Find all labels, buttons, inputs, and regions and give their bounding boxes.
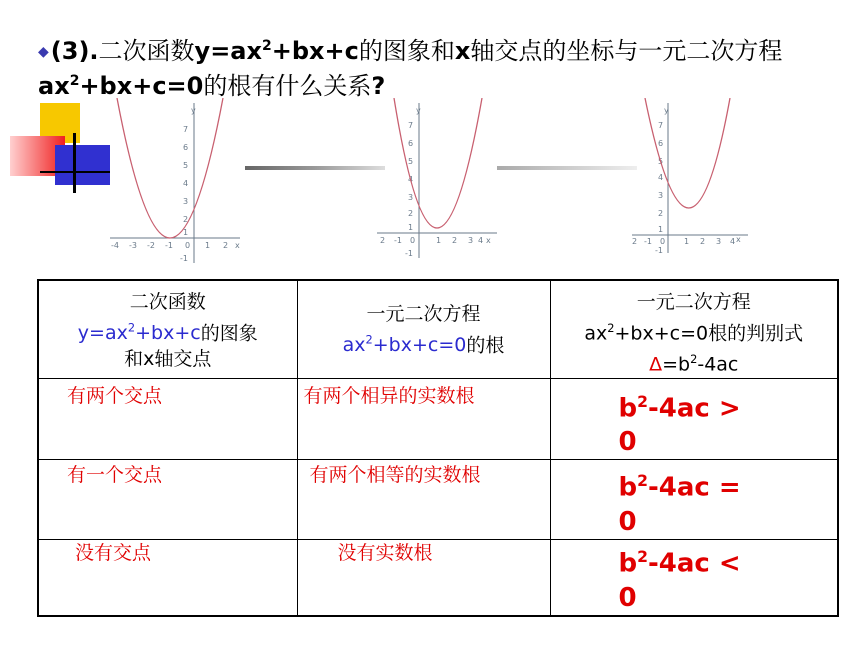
svg-text:2: 2 bbox=[380, 236, 386, 245]
header-function-graph: 二次函数 $y=ax^2+bx+c$的图象 和x轴交点 bbox=[38, 280, 297, 378]
svg-text:-1: -1 bbox=[180, 254, 188, 263]
x-ticks bbox=[111, 241, 228, 250]
svg-text:-1: -1 bbox=[405, 249, 413, 258]
svg-text:1: 1 bbox=[205, 241, 211, 250]
svg-text:-1: -1 bbox=[644, 237, 652, 246]
header-equation-roots: 一元二次方程 $ax^2+bx+c=0$的根 bbox=[297, 280, 550, 378]
svg-text:5: 5 bbox=[658, 157, 664, 166]
svg-text:4: 4 bbox=[730, 237, 736, 246]
svg-text:2: 2 bbox=[183, 215, 189, 224]
x-ticks bbox=[380, 236, 483, 245]
svg-text:3: 3 bbox=[183, 197, 189, 206]
x-axis-label: x bbox=[235, 241, 240, 250]
svg-text:3: 3 bbox=[716, 237, 722, 246]
svg-text:0: 0 bbox=[660, 237, 666, 246]
y-axis-label: y bbox=[416, 106, 421, 115]
header-discriminant: 一元二次方程 $ax^2+bx+c=0$根的判别式 $\Delta=b^2-4ac$ bbox=[550, 280, 838, 378]
question-title: ◆(3).二次函数$y=ax^2+bx+c$的图象和x轴交点的坐标与一元二次方程$ax^2+bx+c=0$的根有什么关系? bbox=[38, 37, 783, 100]
x-axis-label: x bbox=[736, 235, 741, 244]
svg-text:4: 4 bbox=[183, 179, 189, 188]
graph-two-intersections bbox=[105, 98, 245, 272]
svg-text:6: 6 bbox=[408, 139, 414, 148]
x-ticks bbox=[632, 237, 735, 246]
comparison-table bbox=[37, 279, 839, 617]
svg-text:2: 2 bbox=[223, 241, 229, 250]
svg-text:-1: -1 bbox=[655, 246, 663, 255]
svg-text:-1: -1 bbox=[165, 241, 173, 250]
svg-text:2: 2 bbox=[408, 209, 414, 218]
svg-text:7: 7 bbox=[183, 125, 189, 134]
svg-text:4: 4 bbox=[478, 236, 484, 245]
decorative-squares bbox=[10, 103, 110, 193]
svg-text:0: 0 bbox=[410, 236, 416, 245]
svg-text:7: 7 bbox=[408, 121, 414, 130]
svg-text:6: 6 bbox=[183, 143, 189, 152]
svg-text:-1: -1 bbox=[394, 236, 402, 245]
diamond-bullet-icon: ◆ bbox=[38, 44, 49, 60]
divider-line bbox=[245, 166, 385, 170]
svg-text:2: 2 bbox=[632, 237, 638, 246]
svg-text:-4: -4 bbox=[111, 241, 119, 250]
divider-line bbox=[497, 166, 637, 170]
graph-one-intersection bbox=[372, 98, 502, 272]
svg-text:1: 1 bbox=[408, 223, 414, 232]
svg-text:-3: -3 bbox=[129, 241, 137, 250]
svg-text:1: 1 bbox=[658, 225, 664, 234]
svg-text:7: 7 bbox=[658, 121, 664, 130]
svg-text:2: 2 bbox=[658, 209, 664, 218]
svg-text:1: 1 bbox=[183, 228, 189, 237]
svg-text:3: 3 bbox=[408, 193, 414, 202]
table-row: 有一个交点 有两个相等的实数根 $b^2-4ac$ = 0 bbox=[38, 460, 838, 540]
svg-text:0: 0 bbox=[185, 241, 191, 250]
svg-text:3: 3 bbox=[658, 191, 664, 200]
table-header-row bbox=[38, 280, 838, 378]
graph-no-intersection bbox=[630, 98, 760, 262]
svg-text:6: 6 bbox=[658, 139, 664, 148]
svg-text:-2: -2 bbox=[147, 241, 155, 250]
svg-text:4: 4 bbox=[408, 175, 414, 184]
svg-text:2: 2 bbox=[700, 237, 706, 246]
y-axis-label: y bbox=[664, 106, 669, 115]
svg-text:2: 2 bbox=[452, 236, 458, 245]
svg-text:4: 4 bbox=[658, 173, 664, 182]
svg-text:1: 1 bbox=[436, 236, 442, 245]
svg-text:1: 1 bbox=[684, 237, 690, 246]
svg-text:5: 5 bbox=[183, 161, 189, 170]
y-axis-label: y bbox=[191, 106, 196, 115]
svg-text:3: 3 bbox=[468, 236, 474, 245]
table-row: 有两个交点 有两个相异的实数根 $b^2-4ac$ > 0 bbox=[38, 378, 838, 460]
x-axis-label: x bbox=[486, 236, 491, 245]
svg-text:5: 5 bbox=[408, 157, 414, 166]
table-row: 没有交点 没有实数根 $b^2-4ac$ < 0 bbox=[38, 539, 838, 615]
